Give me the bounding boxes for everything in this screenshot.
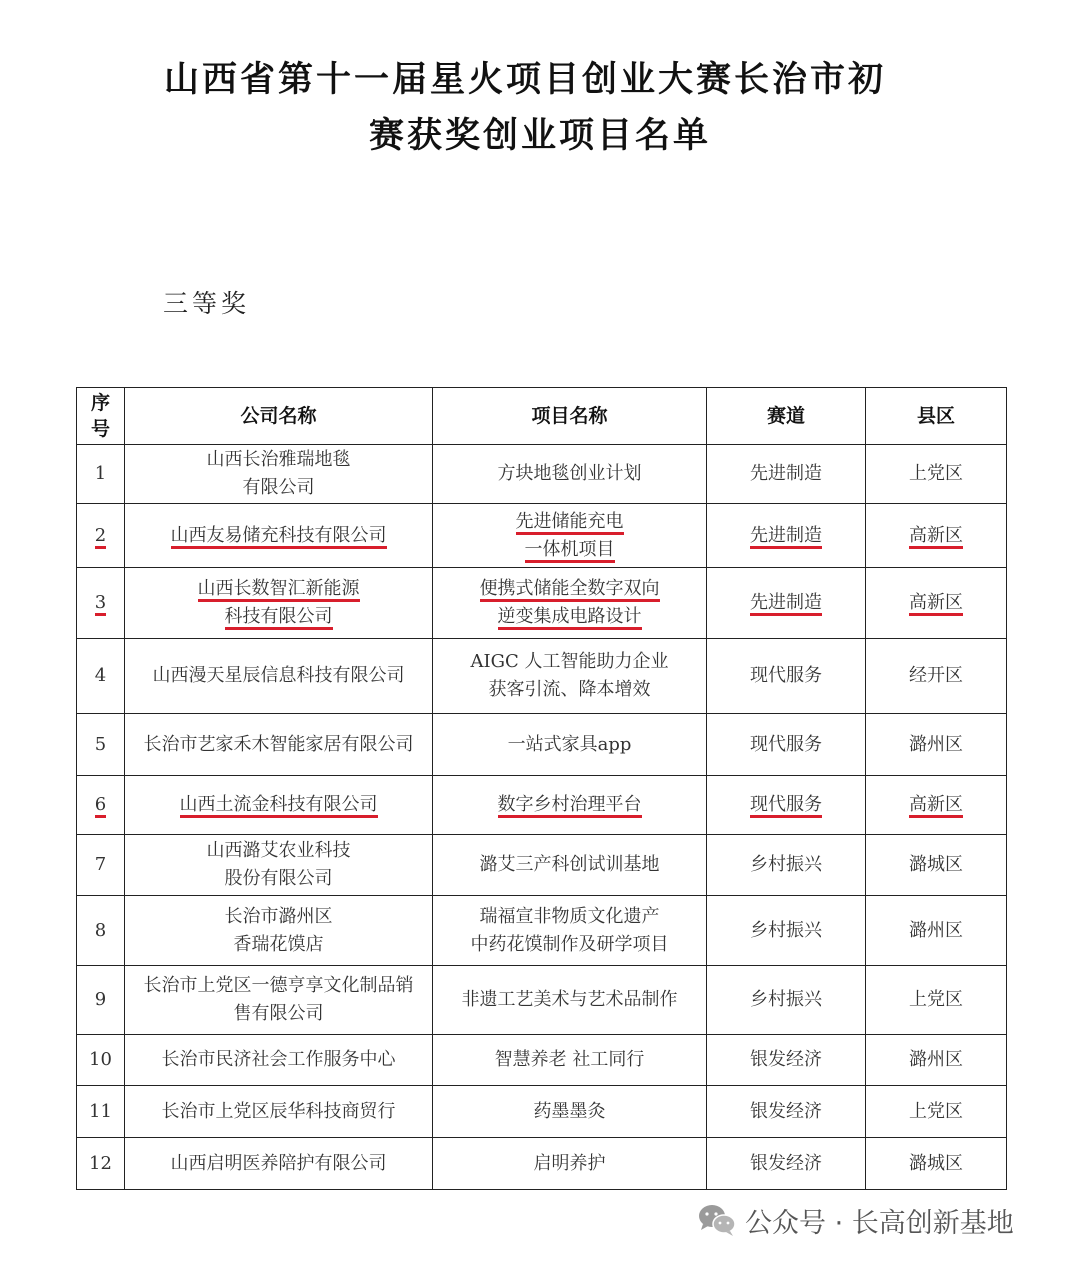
track: 现代服务 (707, 776, 866, 835)
project-name: 智慧养老 社工同行 (433, 1035, 707, 1086)
district: 上党区 (866, 445, 1007, 504)
project-name: 一站式家具app (433, 714, 707, 776)
row-number: 9 (77, 966, 125, 1035)
district: 潞州区 (866, 1035, 1007, 1086)
header-district: 县区 (866, 388, 1007, 445)
award-table (76, 387, 1007, 1190)
table-row (77, 1086, 1007, 1138)
project-name: 启明养护 (433, 1138, 707, 1190)
row-number: 4 (77, 639, 125, 714)
table-row (77, 568, 1007, 639)
district: 经开区 (866, 639, 1007, 714)
district: 高新区 (866, 568, 1007, 639)
row-number: 12 (77, 1138, 125, 1190)
table-row (77, 835, 1007, 896)
header-project: 项目名称 (433, 388, 707, 445)
table-row (77, 445, 1007, 504)
company-name: 山西长治雅瑞地毯 有限公司 (125, 445, 433, 504)
district: 上党区 (866, 966, 1007, 1035)
track: 现代服务 (707, 639, 866, 714)
district: 潞城区 (866, 1138, 1007, 1190)
table-header-row (77, 388, 1007, 445)
header-no: 序 号 (77, 388, 125, 445)
table-row (77, 639, 1007, 714)
wechat-watermark (697, 1200, 1014, 1240)
district: 上党区 (866, 1086, 1007, 1138)
document-title-line-1: 山西省第十一届星火项目创业大赛长治市初 (163, 59, 886, 100)
company-name: 山西启明医养陪护有限公司 (125, 1138, 433, 1190)
row-number: 3 (77, 568, 125, 639)
company-name: 长治市上党区一德亨享文化制品销 售有限公司 (125, 966, 433, 1035)
company-name: 山西土流金科技有限公司 (125, 776, 433, 835)
project-name: 便携式储能全数字双向 逆变集成电路设计 (433, 568, 707, 639)
company-name: 山西漫天星辰信息科技有限公司 (125, 639, 433, 714)
project-name: 瑞福宣非物质文化遗产 中药花馍制作及研学项目 (433, 896, 707, 966)
row-number: 10 (77, 1035, 125, 1086)
section-heading-third-prize: 三等奖 (163, 289, 251, 318)
company-name: 长治市上党区辰华科技商贸行 (125, 1086, 433, 1138)
track: 银发经济 (707, 1035, 866, 1086)
company-name: 长治市民济社会工作服务中心 (125, 1035, 433, 1086)
district: 高新区 (866, 504, 1007, 568)
row-number: 7 (77, 835, 125, 896)
track: 现代服务 (707, 714, 866, 776)
track: 先进制造 (707, 568, 866, 639)
row-number: 6 (77, 776, 125, 835)
project-name: 药墨墨灸 (433, 1086, 707, 1138)
project-name: AIGC 人工智能助力企业 获客引流、降本增效 (433, 639, 707, 714)
district: 潞城区 (866, 835, 1007, 896)
track: 乡村振兴 (707, 966, 866, 1035)
document-title-line-2: 赛获奖创业项目名单 (368, 115, 711, 156)
track: 银发经济 (707, 1138, 866, 1190)
table-row (77, 896, 1007, 966)
district: 潞州区 (866, 896, 1007, 966)
track: 先进制造 (707, 445, 866, 504)
track: 乡村振兴 (707, 835, 866, 896)
project-name: 方块地毯创业计划 (433, 445, 707, 504)
table-row (77, 966, 1007, 1035)
project-name: 先进储能充电 一体机项目 (433, 504, 707, 568)
district: 潞州区 (866, 714, 1007, 776)
project-name: 潞艾三产科创试训基地 (433, 835, 707, 896)
header-track: 赛道 (707, 388, 866, 445)
project-name: 数字乡村治理平台 (433, 776, 707, 835)
track: 先进制造 (707, 504, 866, 568)
project-name: 非遗工艺美术与艺术品制作 (433, 966, 707, 1035)
company-name: 长治市艺家禾木智能家居有限公司 (125, 714, 433, 776)
table-row (77, 504, 1007, 568)
table-row (77, 1138, 1007, 1190)
table-row (77, 776, 1007, 835)
row-number: 5 (77, 714, 125, 776)
district: 高新区 (866, 776, 1007, 835)
company-name: 山西长数智汇新能源 科技有限公司 (125, 568, 433, 639)
row-number: 11 (77, 1086, 125, 1138)
watermark-text: 公众号 · 长高创新基地 (745, 1207, 1014, 1239)
track: 乡村振兴 (707, 896, 866, 966)
company-name: 山西潞艾农业科技 股份有限公司 (125, 835, 433, 896)
company-name: 山西友易储充科技有限公司 (125, 504, 433, 568)
wechat-icon (697, 1203, 737, 1237)
row-number: 8 (77, 896, 125, 966)
row-number: 1 (77, 445, 125, 504)
table-row (77, 1035, 1007, 1086)
track: 银发经济 (707, 1086, 866, 1138)
table-row (77, 714, 1007, 776)
row-number: 2 (77, 504, 125, 568)
company-name: 长治市潞州区 香瑞花馍店 (125, 896, 433, 966)
header-company: 公司名称 (125, 388, 433, 445)
